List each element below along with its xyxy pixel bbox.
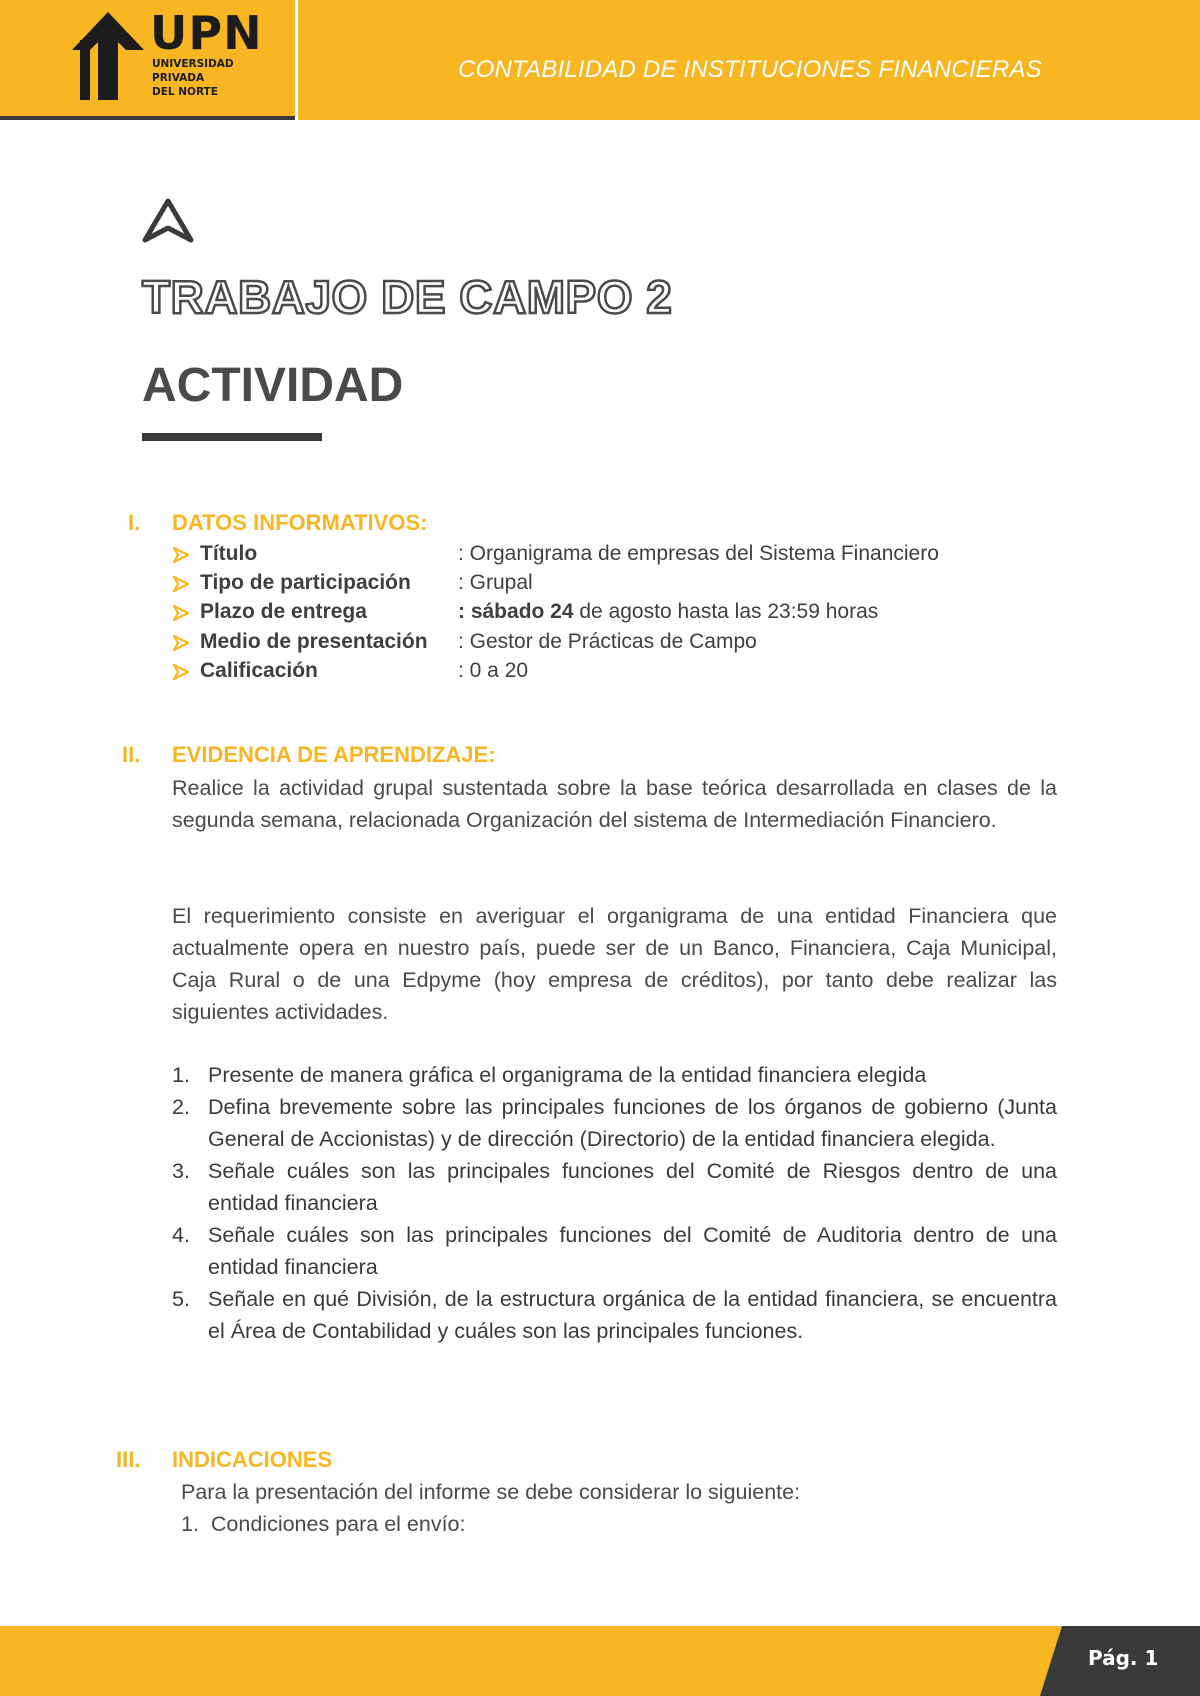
paragraph-activity: Realice la actividad grupal sustentada sobre la base teórica desarrollada en clases de la segunda semana, relacionada Organización del sistema de Intermediación Financiero. — [172, 776, 1057, 832]
navigation-arrow-icon — [142, 198, 194, 244]
section-number: II. — [122, 742, 141, 767]
page-number: Pág. 1 — [1088, 1646, 1159, 1670]
upn-arrow-icon — [70, 10, 146, 102]
arrow-bullet-icon — [172, 604, 190, 622]
info-value: : 0 a 20 — [458, 659, 529, 682]
info-value: : Organigrama de empresas del Sistema Financiero — [458, 542, 939, 565]
info-label: Medio de presentación — [200, 630, 428, 653]
logo-subtitle: UNIVERSIDAD PRIVADA DEL NORTE — [152, 58, 234, 98]
section-heading-indicaciones: INDICACIONES — [172, 1447, 333, 1472]
footer-bar — [0, 1626, 1200, 1696]
document-subtitle: ACTIVIDAD — [142, 359, 404, 412]
activities-list — [172, 1059, 1057, 1347]
info-value: : Gestor de Prácticas de Campo — [458, 630, 757, 653]
list-item: 2. Defina brevemente sobre las principales funciones de los órganos de gobierno (Junta General de Accionistas) y de dirección (Directorio) de la entidad financiera elegida. — [172, 1095, 1057, 1151]
list-item: 4. Señale cuáles son las principales funciones del Comité de Auditoria dentro de una entidad financiera — [172, 1223, 1057, 1279]
section-heading-datos: DATOS INFORMATIVOS: — [172, 510, 428, 535]
document-title: TRABAJO DE CAMPO 2 — [142, 271, 673, 323]
section-heading-evidencia: EVIDENCIA DE APRENDIZAJE: — [172, 742, 496, 767]
arrow-bullet-icon — [172, 634, 190, 652]
info-label: Título — [200, 542, 258, 565]
logo-wordmark: UPN — [150, 6, 263, 60]
info-value: : Grupal — [458, 571, 533, 594]
arrow-bullet-icon — [172, 575, 190, 593]
course-title: CONTABILIDAD DE INSTITUCIONES FINANCIERAS — [458, 56, 1042, 83]
indications-intro: Para la presentación del informe se debe considerar lo siguiente: — [181, 1480, 801, 1504]
info-label: Calificación — [200, 659, 318, 682]
indications-item: 1. Condiciones para el envío: — [181, 1512, 466, 1536]
list-item: 5. Señale en qué División, de la estructura orgánica de la entidad financiera, se encuentra el Área de Contabilidad y cuáles son las principales funciones. — [172, 1287, 1057, 1343]
info-value: : sábado 24 de agosto hasta las 23:59 horas — [458, 600, 879, 623]
title-underline — [142, 433, 322, 441]
paragraph-requirement: El requerimiento consiste en averiguar el organigrama de una entidad Financiera que actualmente opera en nuestro país, puede ser de un Banco, Financiera, Caja Municipal, Caja Rural o de una Edpyme (hoy empresa de créditos), por tanto debe realizar las siguientes actividades. — [172, 904, 1057, 1024]
arrow-bullet-icon — [172, 663, 190, 681]
list-item: 3. Señale cuáles son las principales funciones del Comité de Riesgos dentro de una entidad financiera — [172, 1159, 1057, 1215]
university-logo — [0, 0, 298, 120]
section-number: III. — [116, 1447, 141, 1472]
info-label: Plazo de entrega — [200, 600, 367, 623]
arrow-bullet-icon — [172, 546, 190, 564]
section-number: I. — [128, 510, 141, 535]
list-item: 1. Presente de manera gráfica el organigrama de la entidad financiera elegida — [172, 1063, 927, 1087]
info-label: Tipo de participación — [200, 571, 411, 594]
